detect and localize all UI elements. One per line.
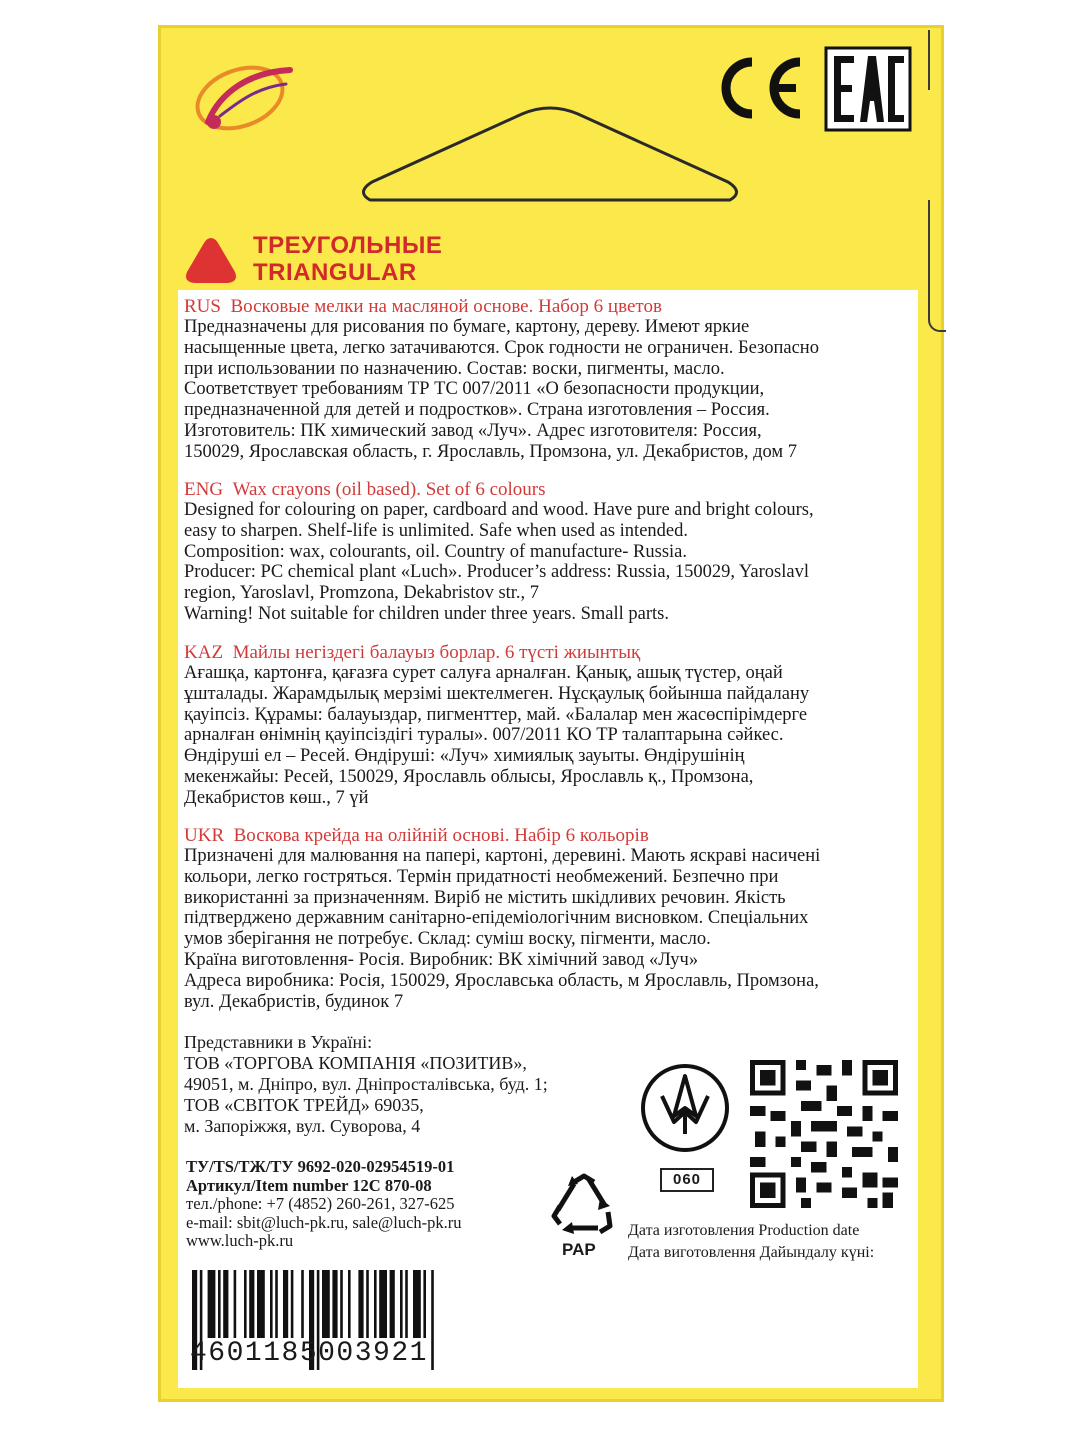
text-line: Країна виготовлення- Росія. Виробник: ВК хімічний завод «Луч» <box>184 949 699 970</box>
production-date-labels <box>628 1220 874 1264</box>
card-edge-fold <box>928 200 946 332</box>
lang-code: UKR <box>184 825 225 846</box>
barcode-bar <box>413 1270 421 1338</box>
text-line: Өндіруші ел – Ресей. Өндіруші: «Луч» химиялық зауыты. Өндірушінің <box>184 746 745 767</box>
barcode-bar <box>223 1270 228 1338</box>
card-edge-line <box>928 30 930 90</box>
barcode-bar <box>218 1270 221 1338</box>
ua-mark-code: 060 <box>660 1168 714 1192</box>
section-eng <box>184 479 910 625</box>
date-label: Дата виготовлення Дайындалу күні: <box>628 1244 875 1261</box>
barcode-bar <box>244 1270 247 1338</box>
barcode-bar <box>283 1270 288 1338</box>
text-line: при использовании по назначению. Состав: воски, пигменты, масло. <box>184 358 725 379</box>
section-heading <box>184 642 910 663</box>
section-heading <box>184 296 910 317</box>
email: e-mail: sbit@luch-pk.ru, sale@luch-pk.ru <box>186 1212 462 1232</box>
qr-code-icon[interactable] <box>750 1060 898 1208</box>
rep-line: 49051, м. Дніпро, вул. Дніпросталівська, буд. 1; <box>184 1074 548 1094</box>
barcode-bar <box>301 1270 304 1338</box>
text-line: мекенжайы: Ресей, 150029, Ярославль облысы, Ярославль қ., Промзона, <box>184 766 754 787</box>
barcode-bar <box>340 1270 343 1338</box>
barcode-bar <box>208 1270 216 1338</box>
text-line: арналған өнімнің қауіпсіздігі туралы». 007/2011 КО ТР талаптарына сәйкес. <box>184 725 784 746</box>
text-line: Соответствует требованиям ТР ТС 007/2011 «О безопасности продукции, <box>184 379 765 400</box>
section-title: Воскова крейда на олійній основі. Набір 6 кольорів <box>233 825 649 846</box>
barcode-bar <box>270 1270 273 1338</box>
text-line: қауіпсіз. Құрамы: балауыздар, пигменттер, май. «Балалар мен жасөспірімдерге <box>184 704 808 725</box>
barcode-bar <box>332 1270 337 1338</box>
barcode-bar <box>405 1270 408 1338</box>
barcode-bar <box>322 1270 330 1338</box>
section-title: Wax crayons (oil based). Set of 6 colours <box>232 479 546 500</box>
section-text <box>184 500 910 625</box>
barcode-bar <box>234 1270 237 1338</box>
text-line: Producer: PC chemical plant «Luch». Producer’s address: Russia, 150029, Yaroslavl <box>184 562 809 583</box>
ukraine-representatives <box>184 1032 548 1137</box>
section-heading <box>184 825 910 846</box>
text-line: насыщенные цвета, легко затачиваются. Срок годности не ограничен. Безопасно <box>184 337 819 358</box>
barcode-bar <box>249 1270 254 1338</box>
text-line: ұшталады. Жарамдылық мерзімі шектелмеген. Нұсқаулық бойынша пайдалану <box>184 683 810 704</box>
item-number: Артикул/Item number 12С 870-08 <box>186 1175 432 1195</box>
rep-line: ТОВ «ТОРГОВА КОМПАНІЯ «ПОЗИТИВ», <box>184 1053 527 1073</box>
text-line: Warning! Not suitable for children under three years. Small parts. <box>184 603 670 624</box>
date-label: Дата изготовления Production date <box>628 1222 860 1239</box>
lang-code: RUS <box>184 296 221 317</box>
rep-line: Представники в Україні: <box>184 1032 373 1052</box>
text-line: Адреса виробника: Росія, 150029, Ярославська область, м Ярославль, Промзона, <box>184 970 819 991</box>
product-type-title <box>253 232 442 286</box>
section-title: Майлы негіздегі балауыз борлар. 6 түсті жиынтық <box>232 642 641 663</box>
barcode-bar <box>379 1270 387 1338</box>
section-heading <box>184 479 910 500</box>
text-line: Предназначены для рисования по бумаге, картону, дереву. Имеют яркие <box>184 317 750 337</box>
rep-line: м. Запоріжжя, вул. Суворова, 4 <box>184 1116 421 1136</box>
barcode-bar <box>257 1270 265 1338</box>
text-line: предназначенной для детей и подростков». Страна изготовления – Россия. <box>184 400 770 421</box>
text-line: вул. Декабристів, будинок 7 <box>184 991 404 1012</box>
text-line: Ағашқа, картонға, қағазға сурет салуға арналған. Қанық, ашық түстер, оңай <box>184 663 783 683</box>
barcode-bar <box>291 1270 294 1338</box>
triangle-icon <box>183 234 239 286</box>
text-line: Composition: wax, colourants, oil. Country of manufacture- Russia. <box>184 541 688 562</box>
luch-logo-icon <box>190 52 300 142</box>
hang-hole-outline <box>352 100 748 220</box>
barcode-bar <box>366 1270 369 1338</box>
text-line: Изготовитель: ПК химический завод «Луч». Адрес изготовителя: Россия, <box>184 420 762 441</box>
barcode-bar <box>358 1270 363 1338</box>
section-rus <box>184 296 910 463</box>
lang-code: ENG <box>184 479 224 500</box>
title-ru: ТРЕУГОЛЬНЫЕ <box>253 232 443 259</box>
text-line: кольори, легко гостряться. Термін придатності необмежений. Безпечно при <box>184 866 779 887</box>
section-text <box>184 846 910 1012</box>
section-kaz <box>184 642 910 809</box>
text-line: умов зберігання не потребує. Склад: суміш воску, пігменти, масло. <box>184 929 711 950</box>
barcode-bar <box>275 1270 278 1338</box>
barcode-number: 4601185003921 <box>190 1338 428 1369</box>
text-line: easy to sharpen. Shelf-life is unlimited. Safe when used as intended. <box>184 520 688 541</box>
rep-line: ТОВ «СВІТОК ТРЕЙД» 69035, <box>184 1095 424 1115</box>
barcode-bar <box>390 1270 395 1338</box>
barcode-bar <box>374 1270 377 1338</box>
recycle-label: PAP <box>562 1240 596 1259</box>
text-line: Декабристов көш., 7 үй <box>184 787 369 808</box>
text-line: використанні за призначенням. Виріб не містить шкідливих речовин. Якість <box>184 887 786 908</box>
barcode-bar <box>348 1270 351 1338</box>
title-en: TRIANGULAR <box>253 259 417 286</box>
section-text <box>184 317 910 463</box>
text-line: Designed for colouring on paper, cardboard and wood. Have pure and bright colours, <box>184 500 814 520</box>
lang-code: KAZ <box>184 642 224 663</box>
section-text <box>184 663 910 809</box>
phone: тел./phone: +7 (4852) 260-261, 327-625 <box>186 1194 455 1213</box>
text-line: підтверджено державним санітарно-епідеміологічним висновком. Спеціальних <box>184 908 809 929</box>
standard-code: ТУ/TS/ТЖ/ТУ 9692-020-02954519-01 <box>186 1157 455 1176</box>
website: www.luch-pk.ru <box>186 1231 294 1250</box>
text-line: 150029, Ярославская область, г. Ярославль, Промзона, ул. Декабристов, дом 7 <box>184 441 798 462</box>
text-line: Призначені для малювання на папері, картоні, деревині. Мають яскраві насичені <box>184 846 821 866</box>
manufacturer-contacts <box>186 1158 462 1251</box>
section-title: Восковые мелки на масляной основе. Набор 6 цветов <box>230 296 662 317</box>
text-line: region, Yaroslavl, Promzona, Dekabristov str., 7 <box>184 583 540 604</box>
section-ukr <box>184 825 910 1012</box>
barcode-bar <box>400 1270 403 1338</box>
barcode-bar <box>423 1270 426 1338</box>
